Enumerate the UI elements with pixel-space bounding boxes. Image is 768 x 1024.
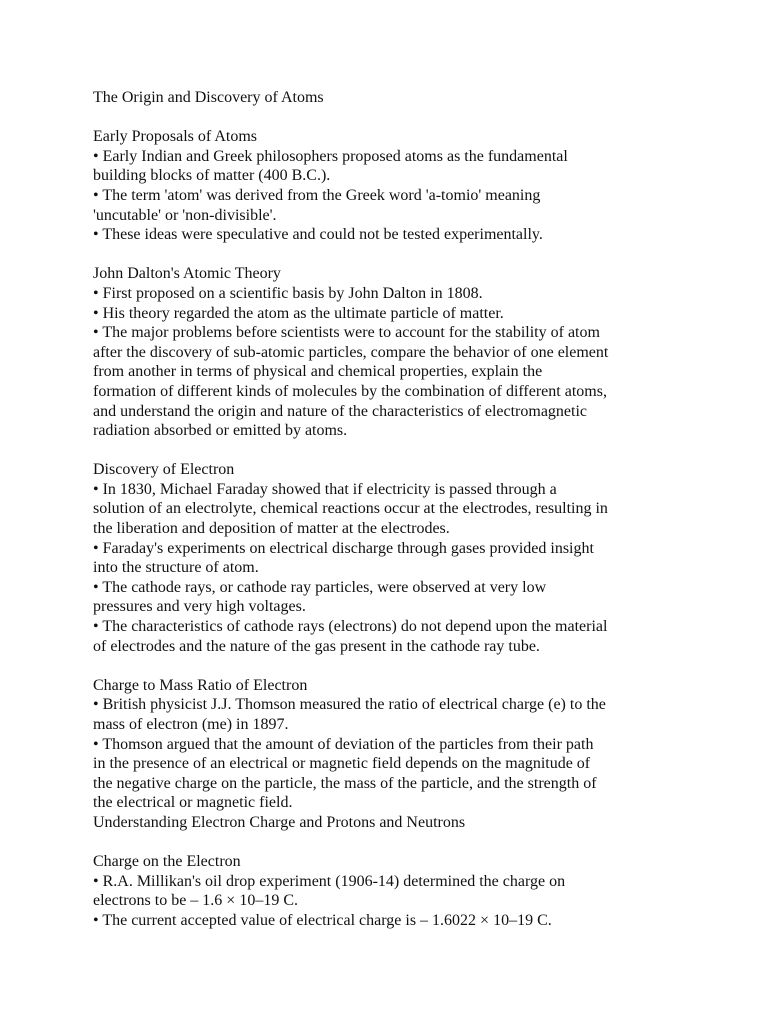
text-line: building blocks of matter (400 B.C.). [93, 167, 331, 185]
section-discovery-electron [93, 460, 693, 656]
spacer [93, 833, 693, 853]
spacer [93, 441, 693, 461]
section-heading: Discovery of Electron [93, 461, 235, 479]
text-line: • In 1830, Michael Faraday showed that if electricity is passed through a [93, 480, 557, 498]
text-line: Understanding Electron Charge and Protons and Neutrons [93, 813, 466, 831]
text-line: • The current accepted value of electrical charge is – 1.6022 × 10–19 C. [93, 911, 552, 929]
text-line: the electrical or magnetic field. [93, 794, 293, 812]
text-line: from another in terms of physical and chemical properties, explain the [93, 363, 543, 381]
text-line: • Thomson argued that the amount of deviation of the particles from their path [93, 735, 594, 753]
text-line: the negative charge on the particle, the mass of the particle, and the strength of [93, 774, 597, 792]
section-charge-on-electron [93, 852, 693, 930]
text-line: solution of an electrolyte, chemical reactions occur at the electrodes, resulting in [93, 500, 608, 518]
text-line: formation of different kinds of molecules by the combination of different atoms, [93, 382, 607, 400]
section-heading: John Dalton's Atomic Theory [93, 265, 281, 283]
text-line: after the discovery of sub-atomic particles, compare the behavior of one element [93, 343, 609, 361]
text-line: • The characteristics of cathode rays (electrons) do not depend upon the material [93, 618, 608, 636]
text-line: • The major problems before scientists were to account for the stability of atom [93, 324, 600, 342]
text-line: in the presence of an electrical or magnetic field depends on the magnitude of [93, 755, 591, 773]
section-early-proposals [93, 127, 693, 245]
text-line: into the structure of atom. [93, 559, 259, 577]
text-line: the liberation and deposition of matter at the electrodes. [93, 520, 450, 538]
text-line: • Early Indian and Greek philosophers proposed atoms as the fundamental [93, 147, 568, 165]
text-line: • The term 'atom' was derived from the Greek word 'a-tomio' meaning [93, 186, 541, 204]
document-page [93, 88, 693, 931]
section-heading: Charge on the Electron [93, 853, 241, 871]
section-charge-mass-ratio [93, 676, 693, 833]
text-line: • First proposed on a scientific basis by John Dalton in 1808. [93, 284, 483, 302]
section-heading: Charge to Mass Ratio of Electron [93, 676, 308, 694]
text-line: 'uncutable' or 'non-divisible'. [93, 206, 277, 224]
text-line: of electrodes and the nature of the gas present in the cathode ray tube. [93, 637, 540, 655]
document-title: The Origin and Discovery of Atoms [93, 89, 324, 106]
text-line: and understand the origin and nature of the characteristics of electromagnetic [93, 402, 588, 420]
text-line: • The cathode rays, or cathode ray particles, were observed at very low [93, 578, 547, 596]
text-line: radiation absorbed or emitted by atoms. [93, 422, 348, 440]
text-line: • R.A. Millikan's oil drop experiment (1906-14) determined the charge on [93, 872, 566, 890]
text-line: • These ideas were speculative and could not be tested experimentally. [93, 226, 543, 244]
text-line: • British physicist J.J. Thomson measured the ratio of electrical charge (e) to the [93, 696, 606, 714]
section-heading: Early Proposals of Atoms [93, 128, 257, 146]
spacer [93, 245, 693, 265]
text-line: electrons to be – 1.6 × 10–19 C. [93, 892, 298, 910]
text-line: • Faraday's experiments on electrical discharge through gases provided insight [93, 539, 594, 557]
spacer [93, 108, 693, 128]
text-line: pressures and very high voltages. [93, 598, 306, 616]
section-dalton-theory [93, 264, 693, 440]
spacer [93, 656, 693, 676]
text-line: mass of electron (me) in 1897. [93, 716, 289, 733]
text-line: • His theory regarded the atom as the ultimate particle of matter. [93, 304, 504, 322]
